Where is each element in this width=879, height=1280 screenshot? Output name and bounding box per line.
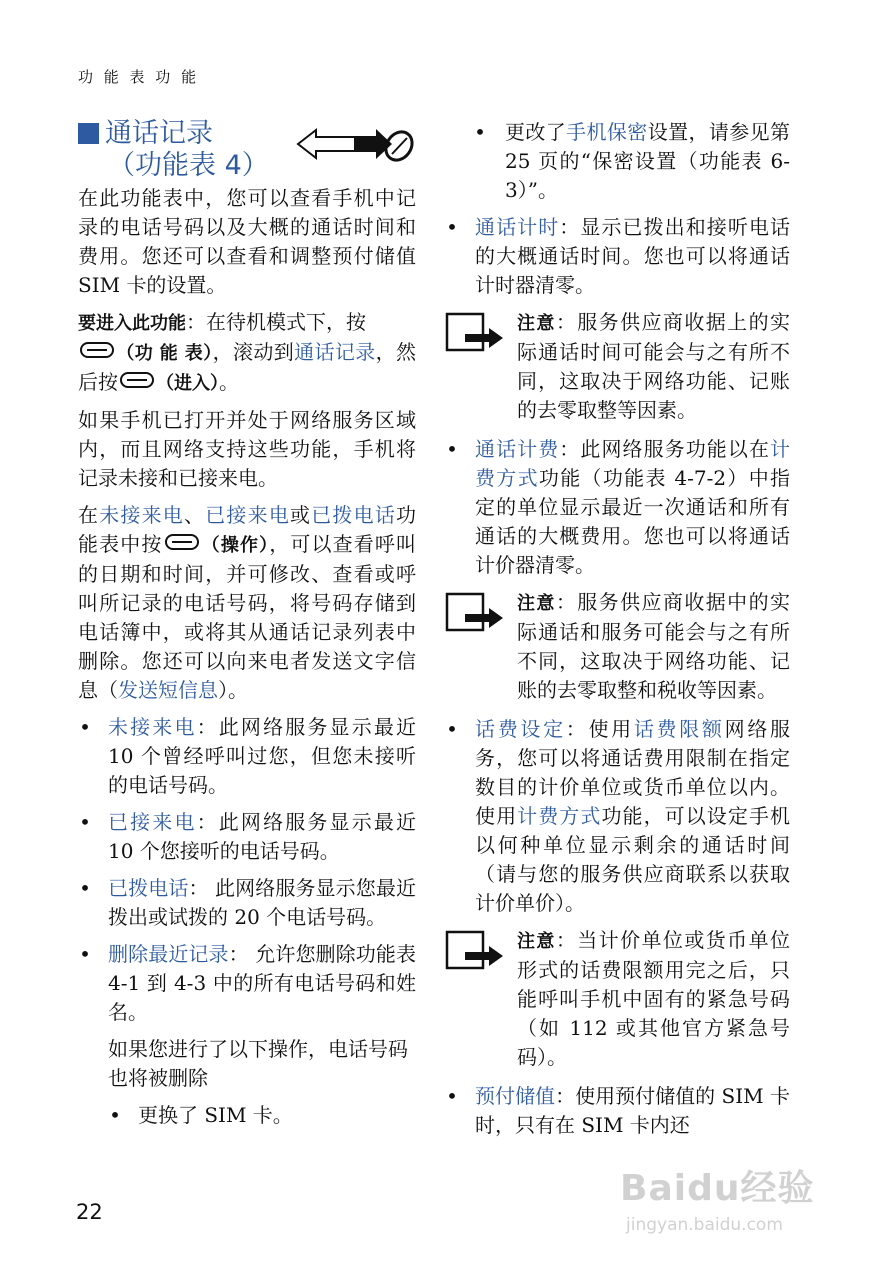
section-title-text: 通话记录: [105, 118, 213, 149]
bullet-text: 设置，请参见第 25 页的“保密设置（功能表 6-3）”。: [505, 120, 791, 202]
list-item: [78, 713, 416, 800]
note-text: ：服务供应商收据上的实际通话时间可能会与之有所不同，这取决于网络功能、记账的去零取整等因素。: [517, 310, 791, 422]
list-item: [445, 715, 790, 918]
menu-key-label: （功 能 表）: [116, 343, 213, 364]
enter-text-4: 。: [219, 370, 239, 394]
list-item: [78, 808, 416, 866]
note-box: [445, 308, 790, 425]
link-send-message: 发送短信息: [118, 678, 218, 702]
link-missed-calls: 未接来电: [99, 503, 185, 527]
right-list-top: [445, 118, 790, 300]
options-paragraph: [78, 501, 416, 705]
enter-text-3: ，然后按: [78, 340, 417, 394]
list-item: [445, 435, 790, 580]
bullet-dot-icon: •: [446, 215, 458, 239]
enter-label: 要进入此功能: [78, 313, 186, 334]
delete-conditions-list: [78, 1101, 416, 1130]
enter-key-label: （进入）: [156, 373, 219, 394]
bullet-dot-icon: •: [474, 120, 486, 144]
link-received-calls: 已接来电: [205, 503, 291, 527]
enter-paragraph: [78, 308, 416, 398]
bullet-dot-icon: •: [446, 717, 458, 741]
selection-key-icon: [80, 342, 114, 358]
delete-note-paragraph: 如果您进行了以下操作，电话号码也将被删除: [108, 1037, 408, 1090]
watermark-main: Baidu经验: [620, 1168, 815, 1209]
bullet-term: 通话计时: [475, 215, 560, 239]
network-paragraph: 如果手机已打开并处于网络服务区域内，而且网络支持这些功能，手机将记录未接和已接来电。: [78, 408, 416, 490]
bullet-dot-icon: •: [109, 1103, 121, 1127]
right-list-limit: [445, 715, 790, 918]
selection-key-icon: [120, 372, 154, 388]
list-item: [78, 1101, 416, 1130]
right-column: [445, 118, 790, 1148]
link-call-log: 通话记录: [294, 340, 376, 364]
bullet-term: 已接来电: [108, 810, 197, 834]
options-text-3: ）。: [218, 678, 248, 702]
note-label: 注意: [517, 931, 556, 952]
bullet-text: 更换了 SIM 卡。: [138, 1103, 293, 1127]
link-phone-security: 手机保密: [566, 120, 648, 144]
options-sep-1: 、: [184, 503, 206, 527]
page-number: 22: [76, 1200, 103, 1224]
square-bullet-icon: [78, 123, 99, 144]
options-sep-2: 或: [290, 503, 312, 527]
link-cost-limit: 话费限额: [633, 717, 725, 741]
running-header: 功 能 表 功 能: [78, 68, 200, 86]
note-hand-icon: [445, 592, 505, 632]
selection-key-icon: [165, 534, 199, 550]
bullet-term: 删除最近记录: [108, 942, 229, 966]
bullet-text: 网络服务，您可以将通话费用限制在指定数目的计价单位或货币单位以内。使用: [475, 717, 791, 828]
note-hand-icon: [445, 930, 505, 970]
bullet-text: 功能（功能表 4-7-2）中指定的单位显示最近一次通话和所有通话的大概费用。您也可以将通话计价器清零。: [475, 466, 791, 577]
options-text-2: ，可以查看呼叫的日期和时间，并可修改、查看或呼叫所记录的电话号码，将号码存储到电话簿中，或将其从通话记录列表中删除。您还可以向来电者发送文字信息（: [78, 532, 417, 702]
bullet-text: ：此网络服务显示最近 10 个您接听的电话号码。: [108, 810, 417, 863]
note-text: ：服务供应商收据中的实际通话和服务可能会与之有所不同，这取决于网络功能、记账的去零取整和税收等因素。: [517, 590, 791, 702]
note-text: ：当计价单位或货币单位形式的话费限额用完之后，只能呼叫手机中固有的紧急号码（如 112 或其他官方紧急号码）。: [517, 928, 791, 1069]
scroll-arrow-phone-icon: [294, 124, 414, 164]
bullet-term: 预付储值: [475, 1084, 556, 1108]
bullet-text: ：使用: [565, 717, 634, 741]
right-list-cost: [445, 435, 790, 580]
enter-text-2: ，滚动到: [212, 340, 295, 364]
link-charging-units: 计费方式: [517, 804, 602, 828]
note-box: [445, 926, 790, 1072]
link-dialled-numbers: 已拨电话: [311, 503, 397, 527]
left-column: [78, 118, 416, 1138]
call-log-options-list: [78, 713, 416, 1027]
bullet-text: ： 允许您删除功能表 4-1 到 4-3 中的所有电话号码和姓名。: [108, 942, 416, 1024]
baidu-watermark: [620, 1160, 850, 1260]
bullet-term: 已拨电话: [108, 876, 189, 900]
bullet-text: ：此网络服务显示最近 10 个曾经呼叫过您，但您未接听的电话号码。: [108, 715, 417, 797]
note-box: [445, 588, 790, 705]
section-subtitle: （功能表 4）: [108, 150, 269, 181]
bullet-term: 未接来电: [108, 715, 197, 739]
link-charging-units: 计费方式: [475, 437, 791, 490]
bullet-dot-icon: •: [79, 876, 91, 900]
bullet-dot-icon: •: [446, 437, 458, 461]
section-title: [78, 118, 416, 184]
note-label: 注意: [517, 593, 556, 614]
bullet-text: ：此网络服务功能以在: [559, 437, 771, 461]
options-text-1: 功能表中按: [78, 503, 417, 556]
bullet-text: ：使用预付储值的 SIM 卡时，只有在 SIM 卡内还: [475, 1084, 791, 1137]
list-item: [445, 213, 790, 300]
watermark-url: jingyan.baidu.com: [626, 1215, 783, 1235]
list-item: [445, 1082, 790, 1140]
bullet-term: 通话计费: [475, 437, 560, 461]
right-list-prepaid: [445, 1082, 790, 1140]
note-hand-icon: [445, 312, 505, 352]
bullet-dot-icon: •: [79, 715, 91, 739]
note-label: 注意: [517, 313, 556, 334]
options-key-label: （操作）: [200, 535, 270, 556]
enter-text-1: ：在待机模式下，按: [186, 310, 366, 334]
bullet-dot-icon: •: [79, 942, 91, 966]
bullet-dot-icon: •: [79, 810, 91, 834]
bullet-dot-icon: •: [446, 1084, 458, 1108]
intro-paragraph: 在此功能表中，您可以查看手机中记录的电话号码以及大概的通话时间和费用。您还可以查看和调整预付储值 SIM 卡的设置。: [78, 186, 416, 297]
list-item: [445, 118, 790, 205]
bullet-text: ：显示已拨出和接听电话的大概通话时间。您也可以将通话计时器清零。: [475, 215, 791, 297]
bullet-text: 功能，可以设定手机以何种单位显示剩余的通话时间（请与您的服务供应商联系以获取计价单价）。: [475, 804, 791, 915]
list-item: [78, 874, 416, 932]
bullet-text: ： 此网络服务显示您最近拨出或试拨的 20 个电话号码。: [108, 876, 416, 929]
options-text-0: 在: [78, 503, 100, 527]
bullet-term: 话费设定: [475, 717, 566, 741]
list-item: [78, 940, 416, 1027]
bullet-text: 更改了: [505, 120, 567, 144]
